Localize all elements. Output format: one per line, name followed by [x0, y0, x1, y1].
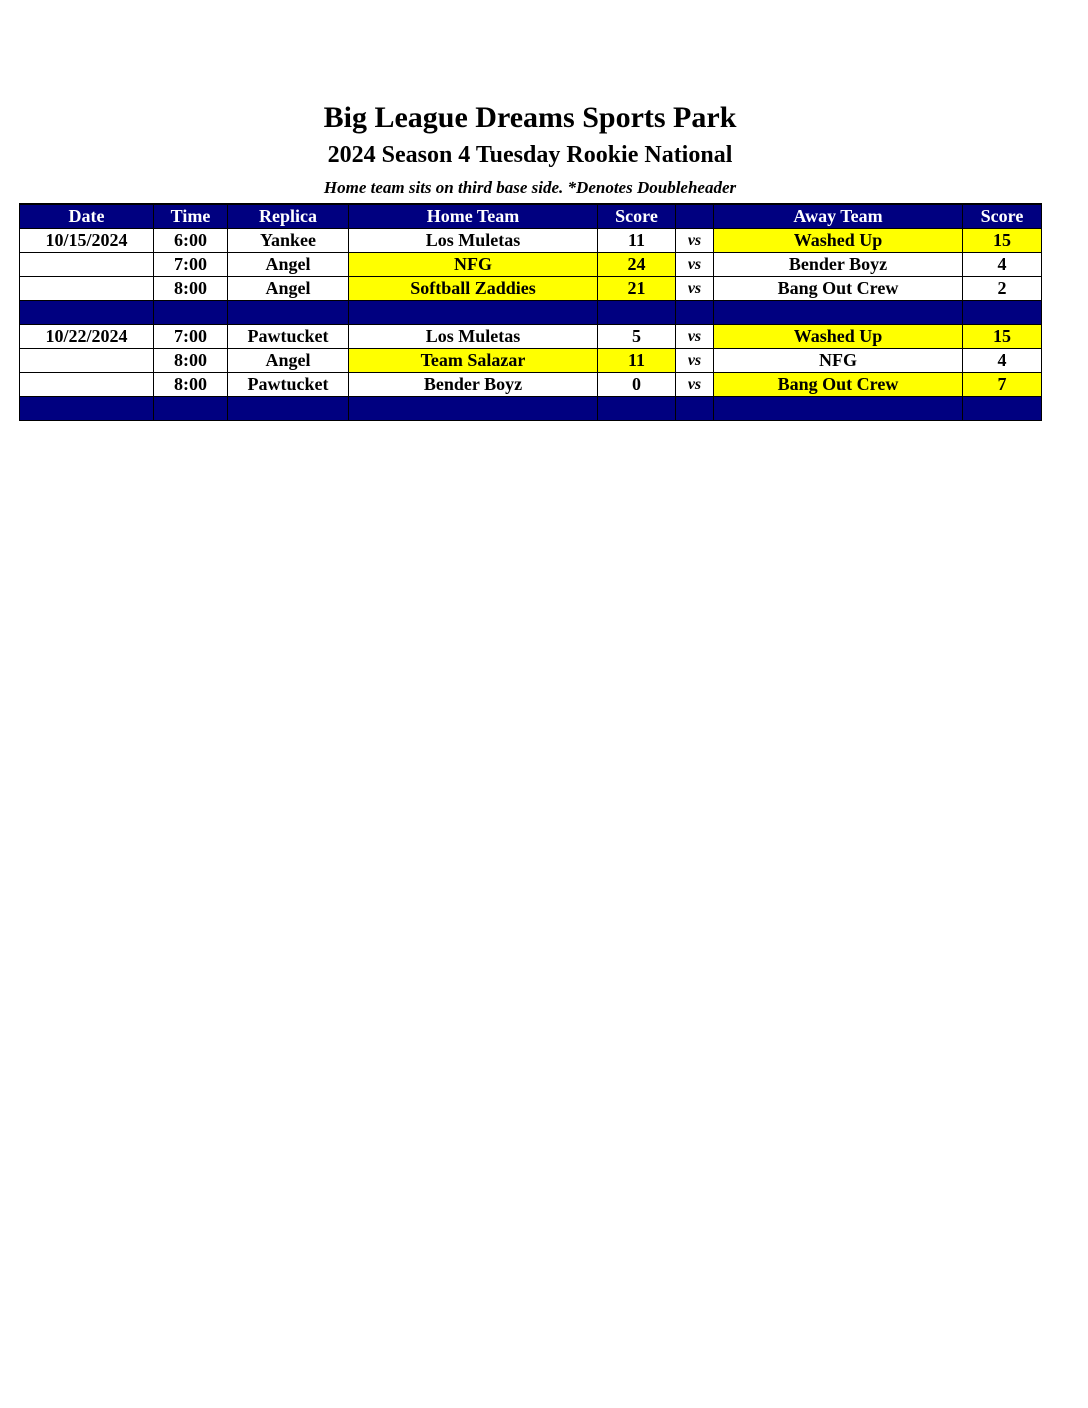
time-cell: 7:00: [154, 325, 228, 349]
schedule-table: [19, 203, 1042, 421]
away-team-cell: NFG: [714, 349, 963, 373]
away-team-cell: Washed Up: [714, 325, 963, 349]
page-title: Big League Dreams Sports Park: [323, 101, 737, 134]
home-team-cell: Los Muletas: [349, 229, 598, 253]
vs-cell: vs: [676, 253, 714, 277]
separator-cell: [349, 301, 598, 325]
date-cell: [20, 277, 154, 301]
column-header-replica: Replica: [228, 204, 349, 229]
vs-cell: vs: [676, 229, 714, 253]
date-cell: [20, 253, 154, 277]
replica-cell: Angel: [228, 277, 349, 301]
column-header-away-score: Score: [963, 204, 1042, 229]
date-cell: 10/22/2024: [20, 325, 154, 349]
away-score-cell: 4: [963, 349, 1042, 373]
week-separator-row: [20, 397, 1042, 421]
home-score-cell: 11: [598, 349, 676, 373]
separator-cell: [598, 397, 676, 421]
away-team-cell: Washed Up: [714, 229, 963, 253]
separator-cell: [963, 397, 1042, 421]
table-header-row: [20, 204, 1042, 229]
home-score-cell: 11: [598, 229, 676, 253]
date-cell: [20, 349, 154, 373]
vs-cell: vs: [676, 325, 714, 349]
separator-cell: [598, 301, 676, 325]
time-cell: 6:00: [154, 229, 228, 253]
separator-cell: [228, 301, 349, 325]
away-team-cell: Bang Out Crew: [714, 277, 963, 301]
away-score-cell: 2: [963, 277, 1042, 301]
away-team-cell: Bender Boyz: [714, 253, 963, 277]
table-row: [20, 229, 1042, 253]
home-team-cell: NFG: [349, 253, 598, 277]
separator-cell: [963, 301, 1042, 325]
date-cell: 10/15/2024: [20, 229, 154, 253]
column-header-away-team: Away Team: [714, 204, 963, 229]
table-row: [20, 277, 1042, 301]
schedule-body: [20, 229, 1042, 421]
separator-cell: [714, 301, 963, 325]
separator-cell: [349, 397, 598, 421]
home-score-cell: 5: [598, 325, 676, 349]
separator-cell: [20, 397, 154, 421]
time-cell: 8:00: [154, 277, 228, 301]
separator-cell: [676, 301, 714, 325]
separator-cell: [228, 397, 349, 421]
away-score-cell: 4: [963, 253, 1042, 277]
away-team-cell: Bang Out Crew: [714, 373, 963, 397]
replica-cell: Pawtucket: [228, 373, 349, 397]
week-separator-row: [20, 301, 1042, 325]
page-subtitle: 2024 Season 4 Tuesday Rookie National: [327, 142, 733, 168]
table-row: [20, 373, 1042, 397]
separator-cell: [676, 397, 714, 421]
separator-cell: [154, 301, 228, 325]
table-row: [20, 325, 1042, 349]
home-score-cell: 21: [598, 277, 676, 301]
vs-cell: vs: [676, 277, 714, 301]
column-header-date: Date: [20, 204, 154, 229]
date-cell: [20, 373, 154, 397]
vs-cell: vs: [676, 349, 714, 373]
home-team-cell: Bender Boyz: [349, 373, 598, 397]
home-team-cell: Los Muletas: [349, 325, 598, 349]
table-row: [20, 349, 1042, 373]
separator-cell: [154, 397, 228, 421]
separator-cell: [20, 301, 154, 325]
schedule-note: Home team sits on third base side. *Denotes Doubleheader: [323, 178, 737, 197]
replica-cell: Angel: [228, 349, 349, 373]
column-header-vs: [676, 204, 714, 229]
column-header-time: Time: [154, 204, 228, 229]
home-team-cell: Team Salazar: [349, 349, 598, 373]
column-header-home-score: Score: [598, 204, 676, 229]
table-row: [20, 253, 1042, 277]
time-cell: 7:00: [154, 253, 228, 277]
home-team-cell: Softball Zaddies: [349, 277, 598, 301]
column-header-home-team: Home Team: [349, 204, 598, 229]
away-score-cell: 7: [963, 373, 1042, 397]
home-score-cell: 24: [598, 253, 676, 277]
replica-cell: Pawtucket: [228, 325, 349, 349]
home-score-cell: 0: [598, 373, 676, 397]
away-score-cell: 15: [963, 229, 1042, 253]
vs-cell: vs: [676, 373, 714, 397]
replica-cell: Yankee: [228, 229, 349, 253]
replica-cell: Angel: [228, 253, 349, 277]
time-cell: 8:00: [154, 373, 228, 397]
away-score-cell: 15: [963, 325, 1042, 349]
time-cell: 8:00: [154, 349, 228, 373]
separator-cell: [714, 397, 963, 421]
